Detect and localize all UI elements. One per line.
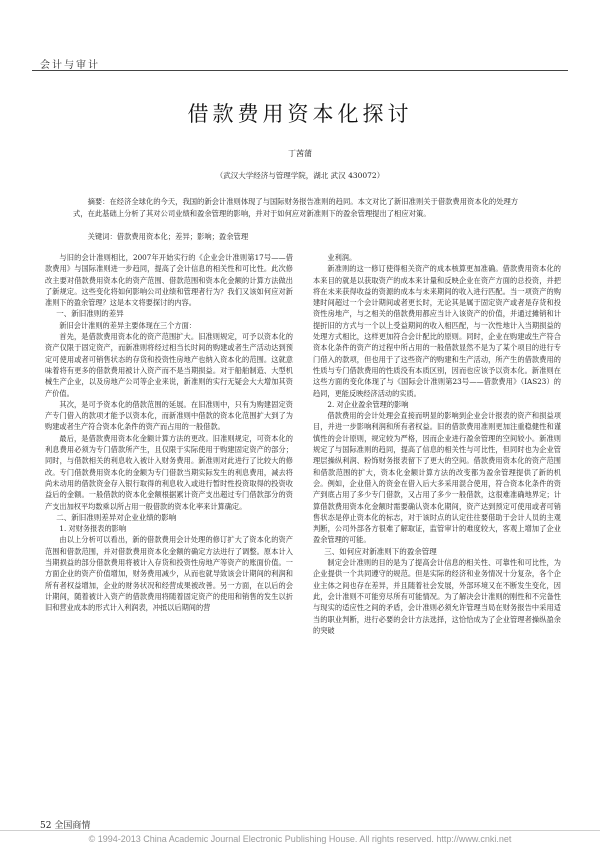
section-header: 会计与审计 xyxy=(40,60,100,71)
affiliation: （武汉大学经济与管理学院，湖北 武汉 430072） xyxy=(215,171,385,180)
paragraph: 新旧会计准则的差异主要体现在三个方面： xyxy=(59,320,196,330)
paragraph: 其次，是可予资本化的借款范围的延展。在旧准则中，只有为购建固定资产专门借入的款项才能予以资本化，而新准则中借款的资本化范围扩大到了为购建或者生产符合资本化条件的资产而占用的一般借款。 xyxy=(45,399,293,432)
author: 丁茜蒲 xyxy=(288,149,312,158)
section-heading: 一、新旧准则的差异 xyxy=(56,309,124,319)
paragraph: 与旧的会计准则相比，2007年开始实行的《企业会计准则第17号——借款费用》与国际准则进一步趋同，提高了会计信息的相关性和可比性。此次修改主要对借款费用资本化的资产范围、借款范围和资本化金额的计算方法做出了新规定。这些变化将如何影响公司业绩和管理者行为？我们又该如何应对新准则下的盈余管理？这是本文将要探讨的内容。 xyxy=(45,253,293,308)
right-column xyxy=(313,252,561,636)
paragraph: 首先，是借款费用资本化的资产范围扩大。旧准则规定，可予以资本化的资产仅限于固定资产，而新准则将经过相当长时间的购建或者生产活动达到预定可使用或者可销售状态的存货和投资性房地产也纳入资本化的范围。这就意味着将有更多的借款费用被计入资产而不是当期损益。对于船舶制造、大型机械生产企业，以及房地产公司等企业来说，新准则的实行无疑会大大增加其资产价值。 xyxy=(45,332,293,398)
section-heading: 二、新旧准则差异对企业业绩的影响 xyxy=(56,512,177,522)
paragraph: 新准则的这一修订使得相关资产的成本核算更加准确。借款费用资本化的本来目的就是以获取资产的成本来计量和反映企业在资产方面的总投资，并把将在未来获得收益的资源的成本与未来期间的收入进行匹配。当一项资产的购建时间超过一个会计期间或者更长时，无论其是属于固定资产或者是存货和投资性房地产，与之相关的借款费用都应当计入该资产的价值，并通过摊销和计提折旧的方式与一个以上受益期间的收入相匹配，与一次性地计入当期损益的处理方式相比，这样更加符合会计配比的原则。同时，企业在购建或生产符合资本化条件的资产的过程中所占用的一般借款显然不是为了某个项目的进行专门借入的款项，但也用于了这些资产的购建和生产活动，所产生的借款费用的性质与专门借款费用的性质没有本质区别，因而也应该予以资本化。新准则在这些方面的变化体现了与《国际会计准则第23号——借款费用》（IAS23）的趋同，更能反映经济活动的实质。 xyxy=(313,264,561,398)
paragraph: 业利润。 xyxy=(327,253,357,262)
abstract: 摘要：在经济全球化的今天，我国的新会计准则体现了与国际财务报告准则的趋同。本文对比了新旧准则关于借款费用资本化的处理方式，在此基础上分析了其对公司业绩和盈余管理的影响，并对于如何应对新准则下的盈余管理提出了相应对策。 xyxy=(73,197,519,218)
left-column xyxy=(45,252,293,614)
paragraph: 借款费用的会计处理会直接而明显的影响到企业会计报表的资产和损益项目，并进一步影响利润和所有者权益。旧的借款费用准则更加注重稳健性和谨慎性的会计原则，规定较为严格，因而企业进行盈余管理的空间较小。新准则规定了与国际准则的趋同，提高了信息的相关性与可比性，但同时也为企业管理层操纵利润、粉饰财务报表留下了更大的空间。借款费用资本化的资产范围和借款范围的扩大，资本化金额计算方法的改变都为盈余管理提供了新的机会。例如，企业借入的资金在借入后大多采用混合使用，符合资本化条件的资产到底占用了多少专门借款，又占用了多少一般借款，这很难准确地界定；计算借款费用资本化金额时需要确认资本化期间，资产达到预定可使用或者可销售状态是停止资本化的标志，对于该时点的认定往往要借助于会计人员的主观判断，公司外部各方很难了解取证，监管审计的难度较大，客观上增加了企业盈余管理的可能。 xyxy=(313,411,561,545)
article-title: 借款费用资本化探讨 xyxy=(187,102,413,126)
copyright-notice: © 1994-2013 China Academic Journal Electronic Publishing House. All rights reserved. http://www.cnki.net xyxy=(88,834,512,844)
paragraph: 由以上分析可以看出，新的借款费用会计处理的修订扩大了资本化的资产范围和借款范围，并对借款费用资本化金额的确定方法进行了调整。原本计入当期损益的部分借款费用将被计入存货和投资性房地产等资产的账面价值。一方面企业的资产价值增加，财务费用减少，从而也就导致该会计期间的利润和所有者权益增加，企业的财务状况和经营成果被改善。另一方面，在以后的会计期间，随着被计入资产的借款费用将随着固定资产的使用和销售的发生以折旧和营业成本的形式计入利润表，冲抵以后期间的营 xyxy=(45,535,293,613)
section-heading: 三、如何应对新准则下的盈余管理 xyxy=(324,546,437,556)
paragraph: 2. 对企业盈余管理的影响 xyxy=(327,399,409,409)
paragraph: 制定会计准则的目的是为了提高会计信息的相关性、可靠性和可比性，为企业提供一个共同遵守的规范。但是实际的经济和业务情况十分复杂，各个企业主体之间也存在差异，并且随着社会发展，外部环境又在不断发生变化，因此，会计准则不可能穷尽所有可能情况。为了解决会计准则的刚性和不完备性与现实的适应性之间的矛盾，会计准则必须允许管理当局在财务报告中采用适当的职业判断，进行必要的会计方法选择，这恰恰成为了企业管理者操纵盈余的突破 xyxy=(313,558,561,635)
paragraph: 最后，是借款费用资本化金额计算方法的更改。旧准则规定，可资本化的利息费用必须为专门借款所产生，且仅限于实际使用于购建固定资产的部分；同时，与借款相关的利息收入被计入财务费用。新准则对此进行了比较大的修改。专门借款费用资本化的金额为专门借款当期实际发生的利息费用，减去将尚未动用的借款资金存入银行取得的利息收入或进行暂时性投资取得的投资收益后的金额。一般借款的资本化金额根据累计资产支出超过专门借款部分的资产支出加权平均数乘以所占用一般借款的资本化率来计算确定。 xyxy=(45,433,293,511)
footer-rule xyxy=(0,830,600,831)
header-rule xyxy=(32,70,568,71)
paragraph: 1. 对财务报表的影响 xyxy=(59,524,127,534)
keywords: 关键词：借款费用资本化；差异；影响；盈余管理 xyxy=(87,232,249,241)
page-footer: 52 全国商情 xyxy=(40,821,91,831)
